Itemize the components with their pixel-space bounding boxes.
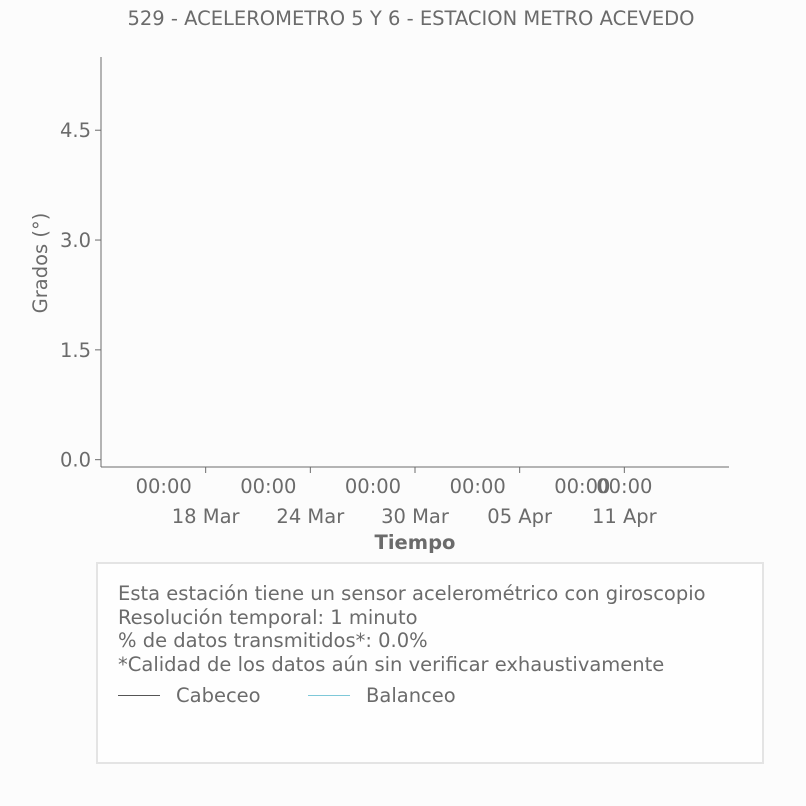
legend-swatch-balanceo bbox=[308, 695, 350, 696]
y-tick-label: 4.5 bbox=[59, 119, 91, 143]
info-line-sensor: Esta estación tiene un sensor acelerométrico con giroscopio bbox=[118, 582, 706, 605]
x-tick-date-label: 18 Mar bbox=[171, 505, 240, 528]
legend-item-balanceo bbox=[308, 682, 456, 708]
x-tick-date-label: 30 Mar bbox=[381, 505, 449, 528]
x-tick-time-label: 00:00 bbox=[554, 475, 611, 498]
x-ticks bbox=[136, 467, 658, 528]
x-tick-time-label: 00:00 bbox=[135, 475, 192, 498]
y-tick-label: 1.5 bbox=[59, 338, 91, 362]
y-tick-label: 3.0 bbox=[59, 229, 91, 253]
info-line-quality: *Calidad de los datos aún sin verificar exhaustivamente bbox=[118, 652, 665, 676]
x-tick-time-label: 00:00 bbox=[240, 475, 297, 498]
x-tick-date-label: 24 Mar bbox=[276, 505, 345, 528]
legend-label-cabeceo: Cabeceo bbox=[176, 683, 261, 707]
x-tick-date-label: 05 Apr bbox=[487, 505, 553, 528]
y-ticks bbox=[60, 119, 101, 471]
x-tick-time-label: 00:00 bbox=[596, 475, 653, 498]
y-axis-label: Grados (°) bbox=[29, 212, 52, 314]
x-tick-date-label: 11 Apr bbox=[591, 505, 657, 528]
x-tick-time-label: 00:00 bbox=[344, 475, 402, 498]
x-axis-label: Tiempo bbox=[374, 531, 456, 554]
chart-title: 529 - ACELEROMETRO 5 Y 6 - ESTACION METRO ACEVEDO bbox=[127, 7, 695, 30]
legend-item-cabeceo bbox=[118, 682, 261, 708]
info-line-resolution: Resolución temporal: 1 minuto bbox=[118, 605, 418, 629]
legend-label-balanceo: Balanceo bbox=[366, 683, 456, 707]
legend-swatch-cabeceo bbox=[118, 695, 160, 696]
info-box bbox=[96, 562, 764, 764]
x-tick-time-label: 00:00 bbox=[449, 475, 506, 498]
info-text bbox=[118, 582, 706, 676]
info-line-transmitted: % de datos transmitidos*: 0.0% bbox=[118, 629, 428, 652]
y-tick-label: 0.0 bbox=[59, 448, 91, 472]
